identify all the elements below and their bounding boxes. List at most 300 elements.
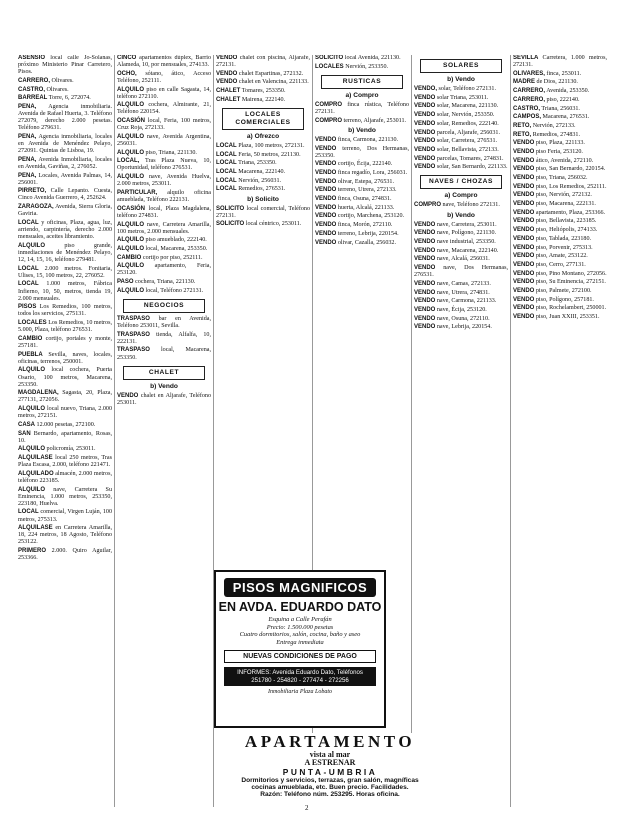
classified-ad xyxy=(513,184,607,191)
classified-ad xyxy=(414,164,508,171)
ad-text: nave, Macarena, 222140. xyxy=(435,247,499,254)
ad-lead: PRIMERO xyxy=(18,548,47,555)
classified-ad xyxy=(18,487,112,508)
classified-ad xyxy=(414,324,508,331)
classified-ad xyxy=(117,134,211,148)
ad-lead: CHALET xyxy=(216,96,241,103)
classified-ad xyxy=(117,87,211,101)
section-heading: SOLARES xyxy=(420,59,502,73)
ad-text: piso, Nervión, 272132. xyxy=(534,192,592,199)
classified-ad xyxy=(513,132,607,139)
ad-apartamento-contact: Razón: Teléfono núm. 253295. Horas oficina. xyxy=(260,791,400,799)
classified-ad xyxy=(18,134,112,155)
classified-ad xyxy=(513,245,607,252)
ad-apartamento-body: Dormitorios y servicios, terrazas, gran salón, magníficas cocinas amueblada, etc. Buen precio. Facilidades. xyxy=(241,776,419,792)
ad-lead: TRASPASO xyxy=(117,331,150,338)
classified-ad xyxy=(18,471,112,485)
ad-text: nave, Utrera, 274831. xyxy=(435,289,490,296)
ad-lead: ALQUILO xyxy=(18,446,45,453)
ad-text: nave, Polígono, 221130. xyxy=(435,230,497,237)
classified-ad xyxy=(513,201,607,208)
ad-text: local comercial, Teléfono 272131. xyxy=(216,205,310,219)
ad-lead: LOCAL xyxy=(216,151,237,158)
ad-lead: VENDO xyxy=(513,244,535,251)
ad-lead: PENA, xyxy=(18,172,37,179)
ad-text: bar en Avenida, Teléfono 253011, Sevilla. xyxy=(117,315,211,329)
classified-ad xyxy=(315,240,409,247)
classified-ad xyxy=(513,314,607,321)
classified-ad xyxy=(414,281,508,288)
ad-lead: ALQUILO xyxy=(117,245,144,252)
classified-ad xyxy=(315,161,409,168)
ad-lead: VENDO xyxy=(414,306,436,313)
ad-text: piso, Bellavista, 223185. xyxy=(534,218,597,225)
classified-ad xyxy=(414,95,508,102)
ad-text: Avenida, Sierra Gloria, Gaviria. xyxy=(18,204,112,218)
ad-text: local 250 metros, Tras Plaza Escasa, 2.000, teléfono 221471. xyxy=(18,455,112,469)
ad-text: tienda, Alfalfa, 10, 222131. xyxy=(117,331,211,345)
ad-lead: PENA, xyxy=(18,133,37,140)
ad-lead: LOCAL xyxy=(216,169,237,176)
classified-ad xyxy=(18,220,112,241)
ad-text: cochera, Triana, 221130. xyxy=(133,279,196,286)
ad-lead: VENDO xyxy=(513,235,535,242)
ad-lead: PASO xyxy=(117,279,134,286)
ad-pisos-line1: Esquina a Calle Perafán xyxy=(268,616,332,623)
classified-ad xyxy=(18,455,112,469)
classified-ad xyxy=(18,266,112,280)
classified-ad xyxy=(117,222,211,236)
ad-text: de Dios, 221130. xyxy=(535,79,578,86)
ad-lead: VENDO xyxy=(513,166,535,173)
ad-lead: OCHO, xyxy=(117,70,137,77)
classified-ad xyxy=(216,143,310,150)
ad-text: solar, Bellavista, 272133. xyxy=(435,146,499,153)
classified-ad xyxy=(315,64,409,71)
classified-ad xyxy=(18,243,112,264)
ad-text: cortijo, Écija, 222140. xyxy=(336,161,393,168)
column-5 xyxy=(414,55,508,807)
ad-lead: RETO, xyxy=(513,122,532,129)
ad-text: local, Macarena, 253350. xyxy=(117,347,211,361)
classified-ad xyxy=(117,393,211,407)
ad-text: piso grande, inmediaciones de Menéndez Pelayo, 12, 14, 15, 16, teléfono 279481. xyxy=(18,242,112,263)
ad-text: finca, Osuna, 274831. xyxy=(336,196,392,203)
section-heading: LOCALES COMERCIALES xyxy=(222,108,304,130)
classified-ad xyxy=(513,262,607,269)
ad-text: Macarena, 222140. xyxy=(236,169,286,176)
section-heading: RUSTICAS xyxy=(321,75,403,89)
ad-text: cochera, Almirante, 21, Teléfono 220154. xyxy=(117,102,211,116)
ad-text: Mairena, 222140. xyxy=(240,96,286,103)
ad-pisos-line2: Precio: 1.500.000 pesetas xyxy=(266,623,334,631)
ad-lead: ALQUILO xyxy=(18,367,45,374)
ad-lead: VENDO xyxy=(513,209,535,216)
ad-pisos-address: INFORMES: Avenida Eduardo Dato, Teléfonos 251780 - 254820 - 277474 - 272256 xyxy=(224,667,376,685)
ad-lead: VENDO xyxy=(414,324,436,331)
classified-ad xyxy=(315,187,409,194)
ad-lead: SOLICITO xyxy=(216,205,245,212)
ad-text: piso Feria, 253120. xyxy=(534,148,583,155)
ad-text: Carretera, 1.000 metros, 272131. xyxy=(513,55,607,69)
ad-lead: ALQUILASE xyxy=(18,525,53,532)
classified-ad xyxy=(414,239,508,246)
ad-text: Triana, 256031. xyxy=(540,105,580,112)
ad-lead: COMPRO xyxy=(315,117,342,124)
ad-text: 1.000 metros, Fábrica Infierno, 10, 50, metros, tienda 19, 2.000 mensuales. xyxy=(18,281,112,302)
ad-text: local, Feria, 100 metros, Cruz Roja, 272133. xyxy=(117,118,211,132)
ad-lead: CASA xyxy=(18,421,36,428)
ad-text: Tomares, 253350. xyxy=(240,88,286,95)
ad-text: piso, Rochelambert, 250001. xyxy=(534,305,607,312)
ad-lead: VENDO xyxy=(315,161,337,168)
ad-lead: VENDO xyxy=(414,120,436,127)
ad-lead: PUEBLA xyxy=(18,351,43,358)
ad-text: nave, Dos Hermanas, 276531. xyxy=(414,265,508,279)
ad-text: y oficinas, Plaza, agua, luz, arriendo, carpintería, derecho 2.000 mensuales, aceites libramiento. xyxy=(18,219,112,241)
ad-lead: SOLICITO xyxy=(315,55,344,61)
ad-lead: VENDO xyxy=(216,70,238,77)
ad-text: local, Macarena, 253350. xyxy=(144,245,208,252)
ad-lead: CARRERO, xyxy=(18,77,51,84)
ad-text: 2.000 metros. Fonitaria, Ulises, 15, 100 metros, 22, 276052. xyxy=(18,265,112,279)
ad-text: piso, Su Eminencia, 272151. xyxy=(534,279,606,286)
classified-ad xyxy=(513,79,607,86)
ad-text: Avenida Inmobiliaria, locales en Avenida, Gaviñas, 2, 276052. xyxy=(18,156,112,170)
classified-ad xyxy=(117,246,211,253)
classified-ad xyxy=(18,87,112,94)
ad-pisos-subtitle: EN AVDA. EDUARDO DATO xyxy=(218,600,382,614)
column-2 xyxy=(117,55,211,510)
ad-lead: ASENSIO xyxy=(18,55,46,61)
ad-text: piso, Porvenir, 275313. xyxy=(534,244,593,251)
classified-ad xyxy=(18,336,112,350)
ad-lead: RETO, xyxy=(513,131,532,138)
section-subheading: b) Solicito xyxy=(247,195,279,203)
section-subheading: b) Vendo xyxy=(348,126,376,134)
ad-text: terreno, Aljarafe, 253011. xyxy=(342,117,407,124)
classified-ad xyxy=(414,307,508,314)
ad-pisos-footer: Inmobiliaria Plaza Lobato xyxy=(267,688,332,695)
ad-lead: VENDO xyxy=(414,230,436,237)
ad-lead: VENDO xyxy=(414,247,436,254)
classified-ad xyxy=(513,253,607,260)
ad-text: cortijo, Marchena, 253120. xyxy=(336,213,405,220)
classified-ad xyxy=(315,231,409,238)
ad-text: piso amueblado, 222140. xyxy=(144,237,207,244)
ad-lead: VENDO xyxy=(414,112,436,119)
ad-text: Remedios, 274831. xyxy=(531,131,580,138)
ad-lead: LOCAL xyxy=(18,281,39,288)
classified-ad xyxy=(513,158,607,165)
ad-text: alquilo oficina amueblada, Teléfono 222131. xyxy=(117,189,211,204)
ad-lead: VENDO xyxy=(513,175,535,182)
ad-lead: VENDO xyxy=(414,129,436,136)
ad-lead: VENDO xyxy=(315,178,337,185)
ad-lead: ALQUILO xyxy=(117,237,144,244)
ad-text: Olivares. xyxy=(50,77,74,84)
ad-apartamento-line3: PUNTA-UMBRIA xyxy=(282,766,378,777)
ad-text: local, Plaza Magdalena, teléfono 274831. xyxy=(117,205,211,219)
ad-lead: SOLICITO xyxy=(216,221,245,228)
ad-text: chalet Espartinas, 272132. xyxy=(237,70,304,77)
ad-lead: OCASIÓN xyxy=(117,118,146,125)
classified-ad xyxy=(117,206,211,220)
ad-lead: PENA, xyxy=(18,156,37,163)
ad-text: solar, San Bernardo, 221133. xyxy=(435,164,508,171)
ad-text: nave industrial, 253350. xyxy=(435,239,496,246)
classified-ad xyxy=(513,271,607,278)
classified-ad xyxy=(18,188,112,202)
section-heading: NEGOCIOS xyxy=(123,299,205,313)
classified-ad xyxy=(117,118,211,132)
classified-ad xyxy=(414,222,508,229)
classified-ad xyxy=(315,170,409,177)
ad-text: parcela, Aljarafe, 256031. xyxy=(435,129,500,136)
classified-ad xyxy=(513,123,607,130)
ad-text: local, Teléfono 272131. xyxy=(144,287,204,294)
ad-text: piso, Cerro, 277131. xyxy=(534,261,586,268)
ad-text: nave, Teléfono 272131. xyxy=(441,202,500,209)
section-subheading: b) Vendo xyxy=(150,382,178,390)
ad-lead: LOCAL, xyxy=(117,158,140,165)
ad-lead: ALQUILO xyxy=(117,221,144,228)
ad-lead: VENDO xyxy=(513,192,535,199)
classified-ad xyxy=(117,174,211,188)
classified-ad xyxy=(216,186,310,193)
section-subheading: b) Vendo xyxy=(447,76,475,83)
ad-lead: VENDO, xyxy=(414,86,438,93)
ad-lead: VENDO xyxy=(513,287,535,294)
section-heading: CHALET xyxy=(123,366,205,380)
classified-ad xyxy=(18,446,112,453)
ad-lead: VENDO xyxy=(117,392,139,399)
ad-text: terreno, Dos Hermanas, 253350. xyxy=(315,145,409,159)
ad-text: local céntrico, 253011. xyxy=(244,221,302,228)
ad-text: Avenida, 253350. xyxy=(545,88,590,95)
ad-lead: VENDO xyxy=(513,270,535,277)
section-subheading: b) Vendo xyxy=(447,211,475,219)
ad-text: solar, Nervión, 253350. xyxy=(435,112,495,119)
ad-lead: VENDO xyxy=(414,146,436,153)
ad-lead: ALQUILO xyxy=(18,406,45,413)
ad-lead: VENDO xyxy=(315,170,337,176)
ad-lead: VENDO xyxy=(315,196,337,203)
ad-pisos-magnificos xyxy=(214,570,386,728)
ad-lead: VENDO xyxy=(315,213,337,220)
ad-lead: VENDO xyxy=(513,227,535,234)
classified-ad xyxy=(414,298,508,305)
ad-lead: VENDO xyxy=(216,79,238,86)
page-number: 2 xyxy=(305,804,309,812)
classified-ad xyxy=(117,255,211,262)
ad-text: Nervión, 272133. xyxy=(531,122,576,129)
ad-text: piso, Triana, 221130. xyxy=(144,149,197,156)
ad-text: Tras Plaza Nueva, 10, Oportunidad, teléfono 276531. xyxy=(117,158,211,172)
ad-text: Calle Lepanto. Cuesta, Cinco Avenida Guerrero, 4, 252624. xyxy=(18,188,112,202)
ad-text: solar, Teléfono 272131. xyxy=(437,86,496,93)
ad-text: 12.000 pesetas, 272100. xyxy=(35,421,96,428)
ad-text: piso, Palmete, 272100. xyxy=(534,287,592,294)
classified-ad xyxy=(414,103,508,110)
classified-ad xyxy=(315,55,409,62)
classified-ad xyxy=(315,137,409,144)
classified-ad xyxy=(216,169,310,176)
classified-ad xyxy=(513,166,607,173)
classified-ad xyxy=(513,288,607,295)
classified-ad xyxy=(513,227,607,234)
ad-lead: VENDO xyxy=(513,279,535,286)
ad-text: piso, Polígono, 257181. xyxy=(534,296,594,303)
classified-ad xyxy=(414,138,508,145)
classified-ad xyxy=(18,104,112,132)
ad-text: solar, Remedios, 222140. xyxy=(435,120,499,127)
column-rule xyxy=(411,55,412,807)
ad-lead: VENDO xyxy=(315,230,337,237)
classified-ad xyxy=(414,248,508,255)
ad-lead: COMPRO xyxy=(414,202,441,209)
ad-text: chalet con piscina, Aljarafe, 272131. xyxy=(216,55,310,69)
classified-ad xyxy=(315,213,409,220)
ad-lead: CHALET xyxy=(216,88,241,95)
classified-ad xyxy=(18,406,112,420)
classified-ad xyxy=(216,55,310,69)
classified-ad xyxy=(18,204,112,218)
ad-text: Agencia inmobiliaria. Avenida de Rafael Huerta, 3. Teléfono 272079, derecho 2.000 pesetas. Teléfono 279631. xyxy=(18,103,112,132)
ad-lead: LOCAL xyxy=(18,509,39,516)
ad-text: Torre, 6, 272074. xyxy=(47,95,91,102)
classified-ad xyxy=(18,422,112,429)
classified-ad xyxy=(414,202,508,209)
ad-text: Nervión, 253350. xyxy=(343,63,389,70)
ad-text: apartamento, Feria, 253120. xyxy=(117,263,211,277)
ad-lead: VENDO xyxy=(513,314,535,321)
ad-text: solar, Macarena, 221130. xyxy=(435,103,499,110)
ad-lead: CASTRO, xyxy=(513,105,540,112)
classified-ad xyxy=(117,279,211,286)
column-1 xyxy=(18,55,112,807)
ad-lead: TRASPASO xyxy=(117,347,150,354)
ad-lead: VENDO xyxy=(414,103,436,110)
classified-ad xyxy=(414,316,508,323)
ad-lead: VENDO xyxy=(414,298,436,305)
ad-lead: VENDO xyxy=(315,222,337,229)
ad-lead: PARTICULAR, xyxy=(117,189,158,196)
classified-ad xyxy=(315,222,409,229)
classified-ad xyxy=(216,160,310,167)
ad-pisos-line4: Entrega inmediata xyxy=(276,638,324,646)
column-3 xyxy=(216,55,310,510)
classified-ad xyxy=(18,525,112,546)
classified-ad xyxy=(513,297,607,304)
classified-ad xyxy=(315,205,409,212)
ad-text: nave, Avenida Huelva, 2.000 metros, 253011. xyxy=(117,174,211,188)
classified-ad xyxy=(315,146,409,160)
ad-lead: CAMBIO xyxy=(18,335,43,342)
classified-ad xyxy=(18,352,112,366)
classified-ad xyxy=(18,281,112,302)
ad-text: policromía, 253011. xyxy=(45,446,96,453)
ad-text: nave, Osuna, 272110. xyxy=(435,315,490,322)
ad-text: apartamentos dúplex, Barrio Alameda, 10, por mensuales, 274133. xyxy=(117,55,211,69)
ad-lead: PENA, xyxy=(18,103,37,110)
ad-lead: VENDO xyxy=(414,239,436,246)
ad-lead: VENDO xyxy=(513,140,535,147)
ad-lead: CASTRO, xyxy=(18,86,45,93)
ad-text: finca regadío, Lora, 256031. xyxy=(336,170,408,176)
ad-text: piso, Heliópolis, 274133. xyxy=(534,227,598,234)
classified-ad xyxy=(513,55,607,69)
ad-lead: LOCAL xyxy=(216,177,237,184)
classified-ad xyxy=(117,150,211,157)
ad-text: chalet en Aljarafe, Teléfono 253011. xyxy=(117,392,211,406)
ad-text: finca, Carmona, 221130. xyxy=(336,136,399,143)
ad-lead: LOCALES xyxy=(315,63,344,70)
ad-lead: VENDO xyxy=(414,221,436,228)
classified-ad xyxy=(18,390,112,404)
classified-ad xyxy=(216,206,310,220)
ad-lead: ALQUILO xyxy=(117,133,144,140)
classified-ad xyxy=(18,509,112,523)
classified-ad xyxy=(117,288,211,295)
ad-text: Feria, 50 metros, 221130. xyxy=(236,151,301,158)
ad-text: nave, Carmona, 221133. xyxy=(435,298,497,305)
classified-ad xyxy=(513,71,607,78)
ad-lead: ALQUILO xyxy=(117,174,144,181)
ad-text: comercial, Virgen Luján, 100 metros, 275313. xyxy=(18,509,112,523)
ad-text: terreno, Lebrija, 220154. xyxy=(336,230,399,237)
ad-text: nave, Avenida Argentina, 256031. xyxy=(117,133,211,147)
ad-lead: ALQUILO xyxy=(117,102,144,109)
ad-text: Sagasta, 20, Plaza, 277131, 272056. xyxy=(18,390,112,404)
classified-ad xyxy=(513,88,607,95)
ad-text: local nuevo, Triana, 2.000 metros, 272151. xyxy=(18,406,112,420)
ad-lead: ALQUILO xyxy=(117,263,144,270)
ad-pisos-box: NUEVAS CONDICIONES DE PAGO xyxy=(224,650,376,663)
ad-text: piso, Juan XXIII, 253351. xyxy=(534,314,600,321)
ad-lead: VENDO xyxy=(315,239,337,246)
ad-lead: CARRERO, xyxy=(513,88,546,95)
ad-text: olivar, Estepa, 276531. xyxy=(336,178,394,185)
classified-ad xyxy=(18,431,112,445)
ad-lead: PISOS xyxy=(18,304,37,311)
classified-ad xyxy=(117,316,211,330)
classified-ad xyxy=(414,256,508,263)
ad-lead: VENDO xyxy=(513,157,535,164)
ad-apartamento-line2: A ESTRENAR xyxy=(304,758,356,768)
classified-ad xyxy=(216,79,310,86)
ad-lead: LOCAL xyxy=(216,160,237,167)
classified-ad xyxy=(216,88,310,95)
ad-pisos-title: PISOS MAGNIFICOS xyxy=(224,578,376,597)
classified-ad xyxy=(18,548,112,562)
classified-ad xyxy=(117,158,211,172)
classified-ad xyxy=(18,304,112,318)
ad-text: Los Remedios, 10 metros, 5.000, Plaza, teléfono 276531. xyxy=(18,320,112,334)
ad-lead: VENDO xyxy=(414,289,436,296)
classified-ad xyxy=(216,221,310,228)
ad-lead: ALQUILO xyxy=(18,486,45,493)
classified-ad xyxy=(414,156,508,163)
classified-ad xyxy=(414,121,508,128)
ad-text: piso, Plaza, 221133. xyxy=(534,140,585,147)
ad-text: local Avenida, 221130. xyxy=(343,55,401,61)
ad-text: solar Triana, 253011. xyxy=(435,94,489,101)
ad-lead: VENDO xyxy=(414,155,436,162)
section-subheading: a) Ofrezco xyxy=(246,132,280,140)
ad-text: piso, Los Remedios, 252111. xyxy=(534,183,607,190)
ad-lead: BARREAL xyxy=(18,95,48,102)
